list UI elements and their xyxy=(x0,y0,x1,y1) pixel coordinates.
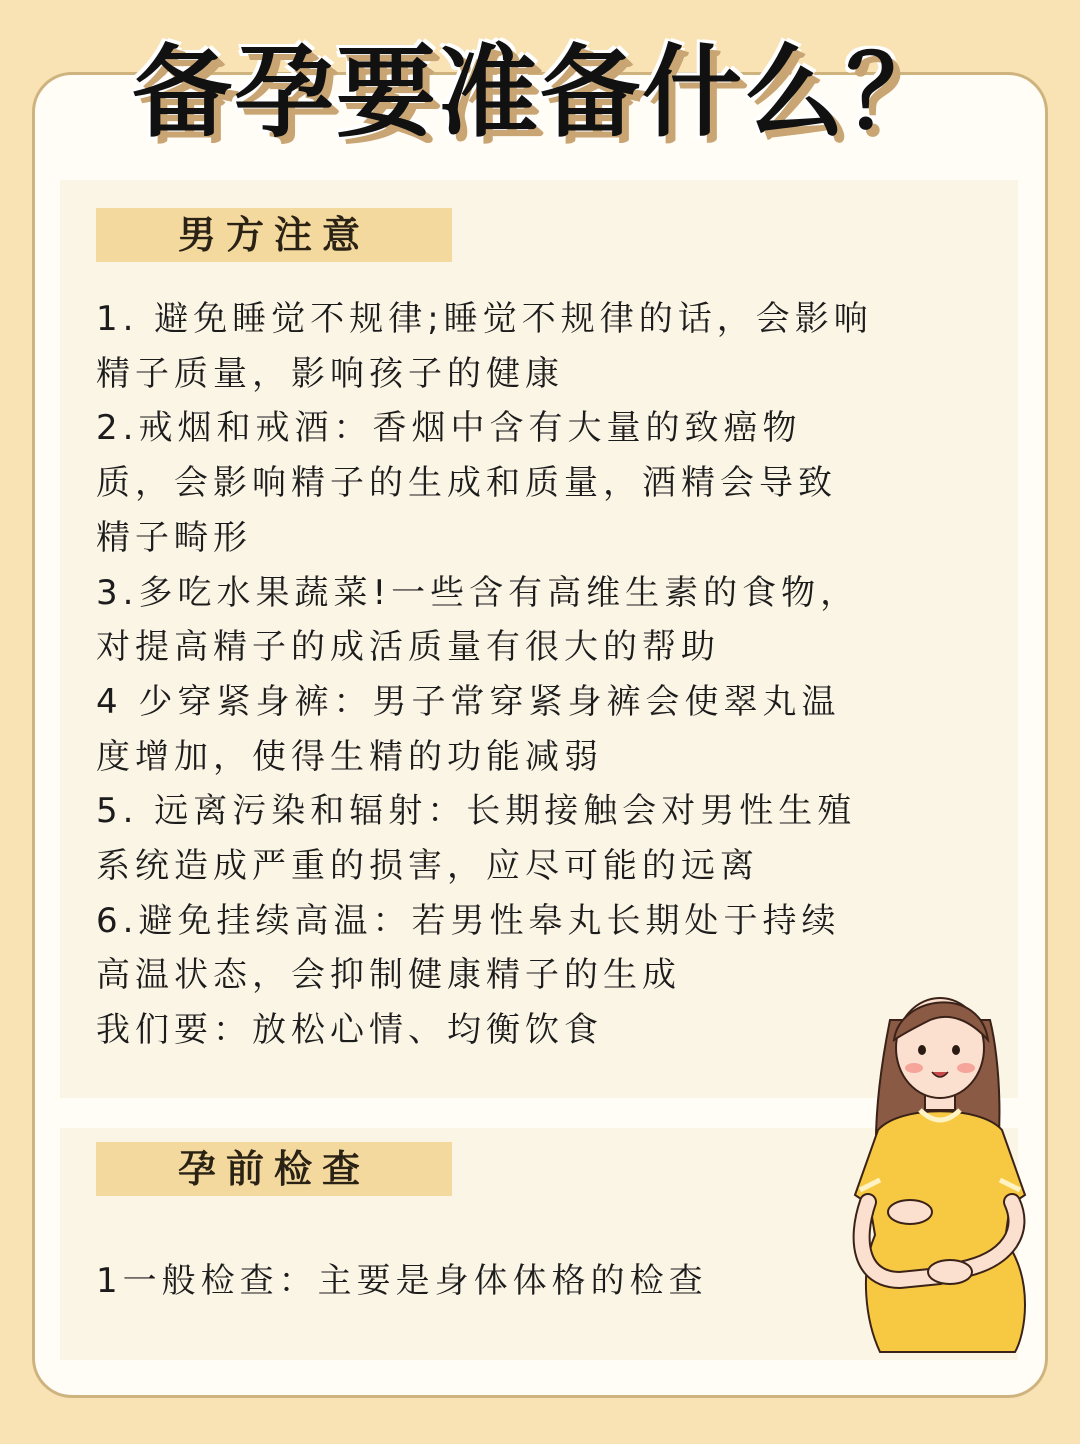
page-title: 备孕要准备什么？ xyxy=(132,34,948,151)
text-line: 质，会影响精子的生成和质量，酒精会导致 xyxy=(96,463,837,504)
text-line: 精子质量，影响孩子的健康 xyxy=(96,353,564,394)
text-line: 度增加，使得生精的功能减弱 xyxy=(96,736,603,777)
text-line: 我们要：放松心情、均衡饮食 xyxy=(96,1010,603,1051)
text-line: 高温状态，会抑制健康精子的生成 xyxy=(96,955,681,996)
section-check-text xyxy=(96,1254,956,1308)
section-heading-male: 男方注意 xyxy=(96,208,452,262)
text-line: 4 少穿紧身裤：男子常穿紧身裤会使翠丸温 xyxy=(96,681,841,722)
text-line: 6.避免挂续高温：若男性皋丸长期处于持续 xyxy=(96,900,841,941)
text-line: 5. 远离污染和辐射：长期接触会对男性生殖 xyxy=(96,791,857,832)
text-line: 对提高精子的成活质量有很大的帮助 xyxy=(96,627,720,668)
pregnant-woman-icon xyxy=(840,980,1040,1360)
section-male-text xyxy=(96,292,956,1058)
section-male-notes xyxy=(60,180,1018,1098)
section-heading-check: 孕前检查 xyxy=(96,1142,452,1196)
text-line: 系统造成严重的损害，应尽可能的远离 xyxy=(96,846,759,887)
text-line: 2.戒烟和戒酒：香烟中含有大量的致癌物 xyxy=(96,408,802,449)
text-line: 精子畸形 xyxy=(96,517,252,558)
text-line: 1一般检查：主要是身体体格的检查 xyxy=(96,1261,708,1301)
text-line: 1. 避免睡觉不规律;睡觉不规律的话，会影响 xyxy=(96,299,873,339)
text-line: 3.多吃水果蔬菜!一些含有高维生素的食物， xyxy=(96,572,860,613)
